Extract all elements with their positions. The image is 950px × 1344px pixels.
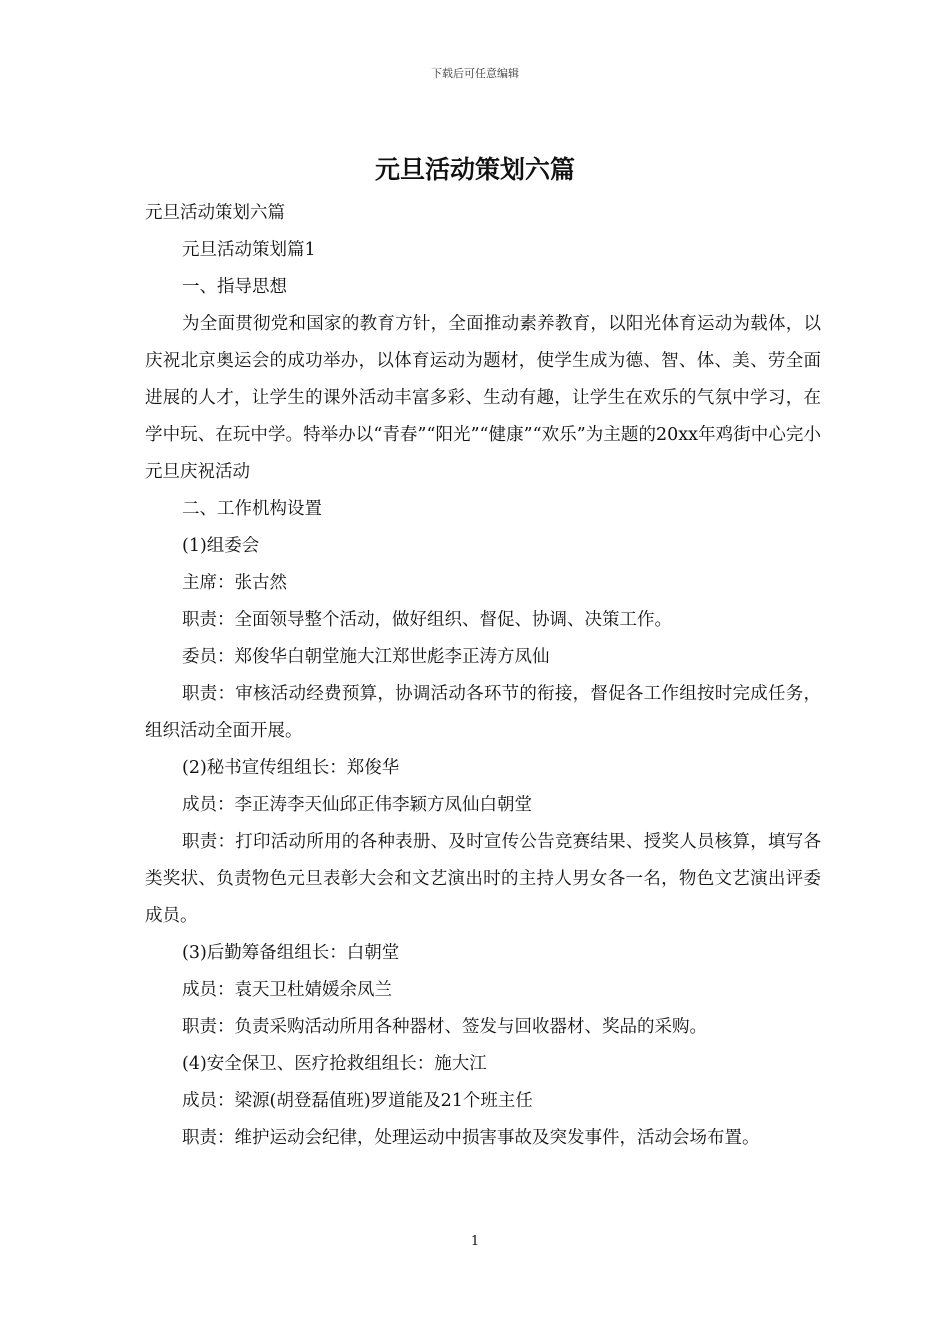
page-number: 1 — [470, 1234, 480, 1249]
paragraph-committee: (1)组委会 — [182, 536, 260, 556]
paragraph-heading-guiding-ideology: 一、指导思想 — [182, 277, 287, 297]
paragraph-subtitle: 元旦活动策划六篇 — [145, 203, 285, 223]
document-title: 元旦活动策划六篇 — [374, 155, 575, 184]
paragraph-chairman: 主席：张古然 — [182, 573, 287, 593]
paragraph-secretary-group: (2)秘书宣传组组长：郑俊华 — [182, 758, 400, 778]
paragraph-heading-organization: 二、工作机构设置 — [182, 499, 322, 519]
paragraph-security-duty: 职责：维护运动会纪律，处理运动中损害事故及突发事件，活动会场布置。 — [182, 1128, 760, 1148]
paragraph-secretary-members: 成员：李正涛李天仙邱正伟李颖方凤仙白朝堂 — [182, 795, 532, 815]
paragraph-secretary-duty: 职责：打印活动所用的各种表册、及时宣传公告竞赛结果、授奖人员核算，填写各类奖状、负责物色元旦表彰大会和文艺演出时的主持人男女各一名，物色文艺演出评委成员。 — [145, 832, 821, 926]
paragraph-security-group: (4)安全保卫、医疗抢救组组长：施大江 — [182, 1054, 487, 1074]
paragraph-committee-duty: 职责：审核活动经费预算，协调活动各环节的衔接，督促各工作组按时完成任务，组织活动全面开展。 — [145, 684, 821, 741]
paragraph-guiding-ideology: 为全面贯彻党和国家的教育方针，全面推动素养教育，以阳光体育运动为载体，以庆祝北京奥运会的成功举办，以体育运动为题材，使学生成为德、智、体、美、劳全面进展的人才，让学生的课外活动丰富多彩、生动有趣，让学生在欢乐的气氛中学习，在学中玩、在玩中学。特举办以“青春”“阳光”“健康”“欢乐”为主题的20xx年鸡街中心完小元旦庆祝活动 — [145, 314, 821, 482]
header-note: 下载后可任意编辑 — [431, 67, 519, 80]
paragraph-security-members: 成员：梁源(胡登磊值班)罗道能及21个班主任 — [182, 1091, 533, 1111]
paragraph-logistics-group: (3)后勤筹备组组长：白朝堂 — [182, 943, 400, 963]
paragraph-logistics-duty: 职责：负责采购活动所用各种器材、签发与回收器材、奖品的采购。 — [182, 1017, 707, 1037]
paragraph-logistics-members: 成员：袁天卫杜婧媛余凤兰 — [182, 980, 392, 1000]
document-body — [145, 195, 821, 1157]
paragraph-committee-members: 委员：郑俊华白朝堂施大江郑世彪李正涛方凤仙 — [182, 647, 550, 667]
paragraph-section-heading: 元旦活动策划篇1 — [182, 240, 316, 260]
paragraph-chairman-duty: 职责：全面领导整个活动，做好组织、督促、协调、决策工作。 — [182, 610, 672, 630]
